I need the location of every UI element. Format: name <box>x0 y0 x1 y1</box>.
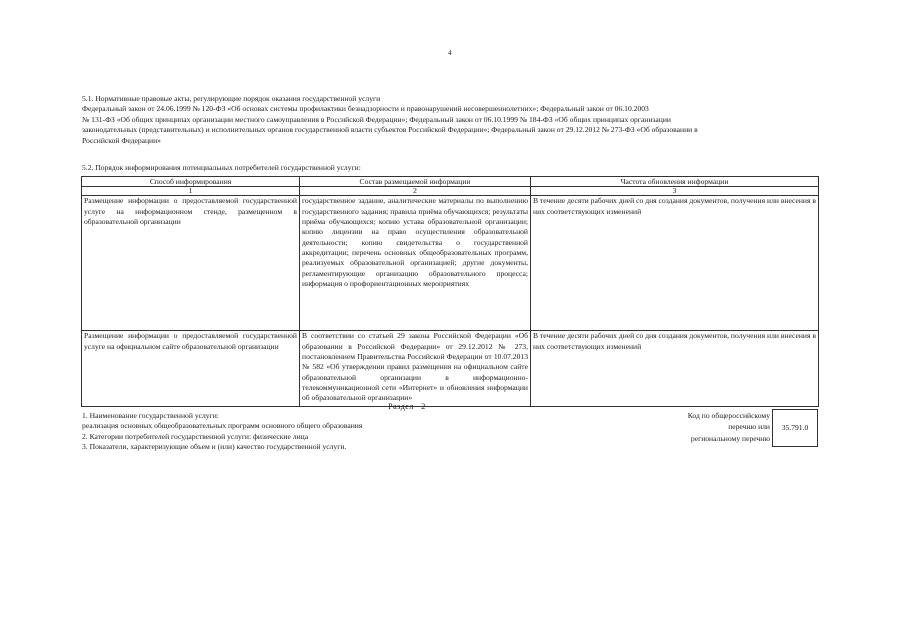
code-label-line: региональному перечню <box>690 433 770 443</box>
column-number: 2 <box>300 187 531 196</box>
frequency-cell: В течение десяти рабочих дней со дня создания документов, получения или внесения в них соответствующих изменений <box>531 331 819 407</box>
frequency-cell: В течение десяти рабочих дней со дня создания документов, получения или внесения в них соответствующих изменений <box>531 196 819 331</box>
section-title: Раздел 2 <box>388 402 426 411</box>
section-5-1-line: № 131-ФЗ «Об общих принципах организации местного самоуправления в Российской Федерации»; Федеральный закон от 06.10.1999 № 184-ФЗ «Об общих принципах организации <box>82 114 671 124</box>
code-label-line: перечню или <box>728 422 770 432</box>
column-number-row <box>82 187 819 196</box>
service-item: 3. Показатели, характеризующие объем и (или) качество государственной услуги. <box>82 442 347 452</box>
table-header-row <box>82 177 819 187</box>
column-header: Частота обновления информации <box>531 177 819 187</box>
section-5-1-line: Федеральный закон от 24.06.1999 № 120-ФЗ «Об основах системы профилактики безнадзорности и правонарушений несовершеннолетних»; Федеральный закон от 06.10.2003 <box>82 104 649 114</box>
column-header: Состав размещаемой информации <box>300 177 531 187</box>
code-value-box <box>772 409 818 447</box>
table-row <box>82 331 819 407</box>
code-label-line: Код по общероссийскому <box>687 411 770 420</box>
content-cell: государственное задание, аналитические материалы по выполнению государственного задания; правила приёма обучающихся; результаты приёма обучающихся; копию устава образовательной организации; копию лицензии на право осуществления образовательной деятельности; копию свидетельства о государственной аккредитации; перечень основных общеобразовательных программ, реализуемых образовательной организацией; другие документы, регламентирующие организацию образовательного процесса; информация о профориентационных мероприятиях <box>300 196 531 331</box>
content-cell: В соответствии со статьей 29 закона Российской Федерации «Об образовании в Российской Федерации» от 29.12.2012 № 273, постановлением Правительства Российской Федерации от 10.07.2013 № 582 «Об утверждении правил размещения на официальном сайте образовательной организации в информационно-телекоммуникационной сети «Интернет» и обновления информации об образовательной организации» <box>300 331 531 407</box>
table-row <box>82 196 819 331</box>
section-5-1-heading: 5.1. Нормативные правовые акты, регулирующие порядок оказания государственной услуги <box>82 94 381 103</box>
column-number: 1 <box>82 187 300 196</box>
method-cell: Размещение информации о предоставляемой государственной услуге на официальном сайте образовательной организации <box>82 331 300 407</box>
section-5-1 <box>82 94 817 146</box>
section-5-1-line: законодательных (представительных) и исполнительных органов государственной власти субъектов Российской Федерации»; Федеральный закон от 29.12.2012 № 273-ФЗ «Об образовании в <box>82 125 698 135</box>
service-item: 2. Категории потребителей государственной услуги: физические лица <box>82 431 309 441</box>
section-5-1-line: Российской Федерации» <box>82 135 161 145</box>
service-item: 1. Наименование государственной услуги: <box>82 411 219 420</box>
code-value: 35.791.0 <box>781 422 809 432</box>
service-item: реализация основных общеобразовательных программ основного общего образования <box>82 421 363 431</box>
code-label <box>660 410 770 444</box>
service-items <box>82 411 642 453</box>
column-number: 3 <box>531 187 819 196</box>
section-5-2-heading: 5.2. Порядок информирования потенциальных потребителей государственной услуги: <box>82 163 361 172</box>
page-number: 4 <box>448 49 452 57</box>
information-table <box>81 176 819 407</box>
column-header: Способ информирования <box>82 177 300 187</box>
method-cell: Размещение информации о предоставляемой государственной услуге на информационном стенде, размещенном в образовательной организации <box>82 196 300 331</box>
